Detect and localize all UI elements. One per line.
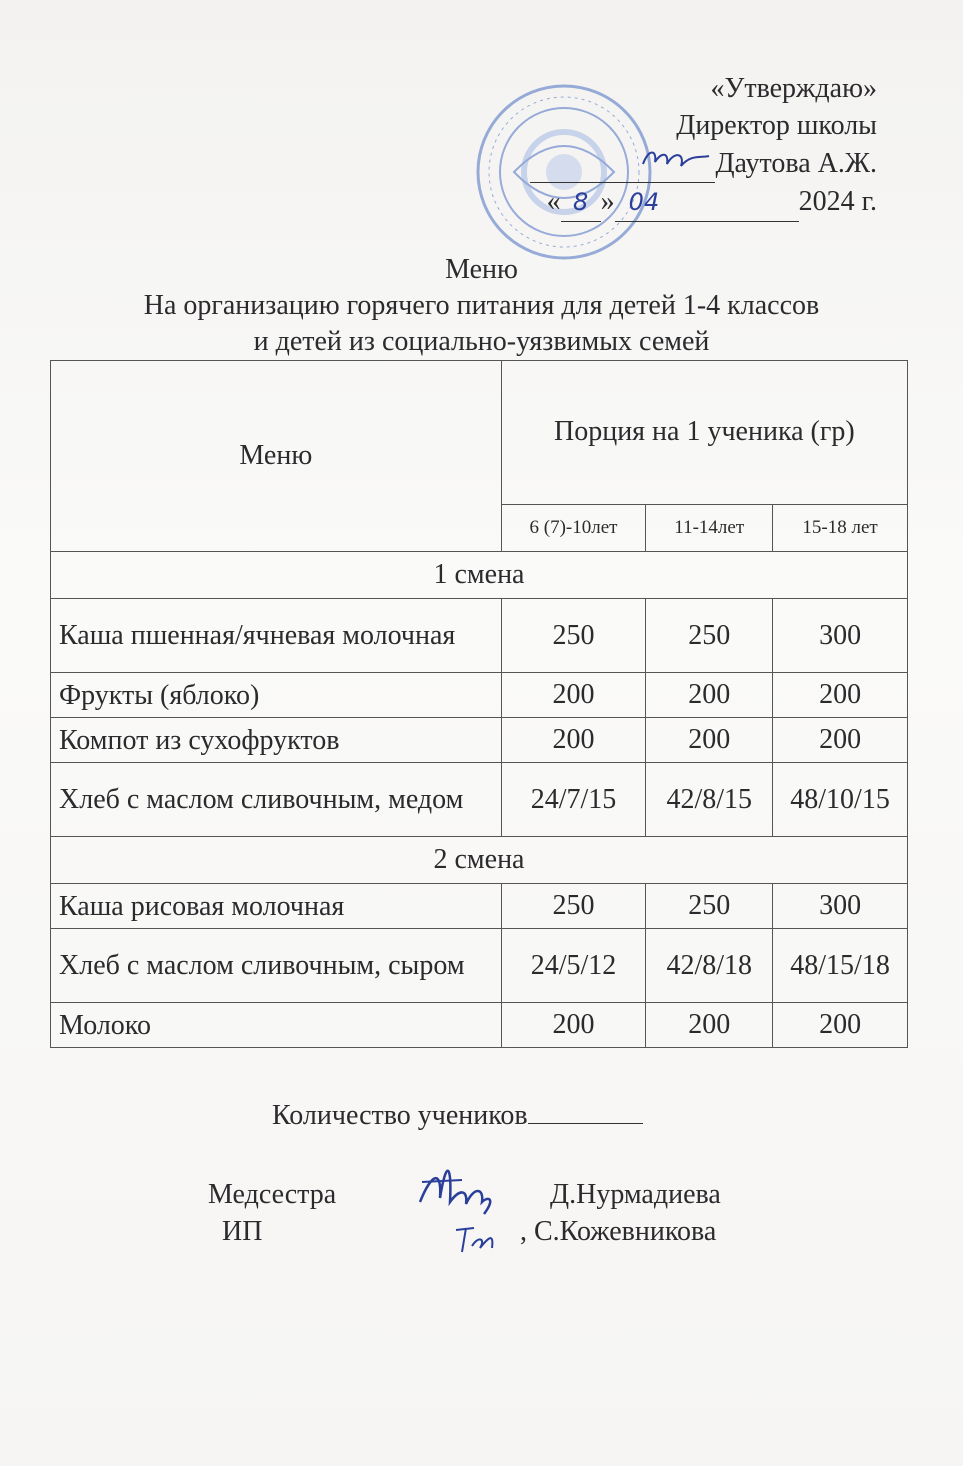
portion-value: 200 bbox=[773, 1003, 908, 1048]
dish-name: Компот из сухофруктов bbox=[51, 718, 502, 763]
portion-value: 250 bbox=[501, 599, 646, 673]
date-year: 2024 г. bbox=[798, 186, 877, 217]
portion-value: 42/8/18 bbox=[646, 929, 773, 1003]
approval-date bbox=[530, 183, 877, 222]
date-quote-open: « bbox=[546, 186, 561, 217]
portion-value: 250 bbox=[646, 884, 773, 929]
shift-1-label: 1 смена bbox=[51, 552, 908, 599]
portion-value: 24/7/15 bbox=[501, 763, 646, 837]
student-count-label: Количество учеников bbox=[272, 1100, 528, 1131]
dish-name: Каша рисовая молочная bbox=[51, 884, 502, 929]
portion-value: 24/5/12 bbox=[501, 929, 646, 1003]
dish-name: Хлеб с маслом сливочным, сыром bbox=[51, 929, 502, 1003]
person-nurse: Д.Нурмадиева bbox=[550, 1179, 721, 1210]
table-row bbox=[51, 718, 908, 763]
header-menu: Меню bbox=[51, 361, 502, 552]
document-title bbox=[0, 252, 963, 360]
portion-value: 250 bbox=[501, 884, 646, 929]
dish-name: Каша пшенная/ячневая молочная bbox=[51, 599, 502, 673]
portion-value: 300 bbox=[773, 884, 908, 929]
signature-blank bbox=[530, 144, 715, 183]
table-row bbox=[51, 673, 908, 718]
date-quote-close: » bbox=[600, 186, 615, 217]
header-portion: Порция на 1 ученика (гр) bbox=[501, 361, 907, 505]
title-purpose: На организацию горячего питания для детей 1-4 классов bbox=[143, 290, 820, 321]
portion-value: 48/10/15 bbox=[773, 763, 908, 837]
director-signature bbox=[635, 144, 715, 172]
portion-value: 200 bbox=[773, 718, 908, 763]
approval-position: Директор школы bbox=[676, 110, 877, 141]
role-entrepreneur: ИП bbox=[222, 1216, 263, 1247]
role-nurse: Медсестра bbox=[208, 1179, 337, 1210]
portion-value: 200 bbox=[646, 673, 773, 718]
shift-row bbox=[51, 837, 908, 884]
signatory-roles bbox=[208, 1176, 336, 1250]
table-row bbox=[51, 884, 908, 929]
approval-block bbox=[530, 70, 877, 222]
table-row bbox=[51, 599, 908, 673]
portion-value: 300 bbox=[773, 599, 908, 673]
dish-name: Фрукты (яблоко) bbox=[51, 673, 502, 718]
portion-value: 250 bbox=[646, 599, 773, 673]
portion-value: 200 bbox=[501, 1003, 646, 1048]
person-entrepreneur: , С.Кожевникова bbox=[520, 1216, 717, 1247]
director-name: Даутова А.Ж. bbox=[715, 148, 877, 179]
portion-value: 48/15/18 bbox=[773, 929, 908, 1003]
approval-name-line bbox=[530, 144, 877, 183]
age-group-1: 6 (7)-10лет bbox=[501, 504, 646, 551]
age-group-3: 15-18 лет bbox=[773, 504, 908, 551]
table-row bbox=[51, 763, 908, 837]
title-recipients: и детей из социально-уязвимых семей bbox=[253, 326, 710, 357]
shift-row bbox=[51, 552, 908, 599]
age-group-2: 11-14лет bbox=[646, 504, 773, 551]
portion-value: 200 bbox=[501, 673, 646, 718]
handwritten-signatures bbox=[412, 1152, 522, 1262]
date-day: 8 bbox=[561, 184, 601, 222]
dish-name: Хлеб с маслом сливочным, медом bbox=[51, 763, 502, 837]
portion-value: 200 bbox=[646, 718, 773, 763]
table-row bbox=[51, 929, 908, 1003]
portion-value: 200 bbox=[646, 1003, 773, 1048]
table-header-row bbox=[51, 361, 908, 505]
approval-heading: «Утверждаю» bbox=[710, 73, 877, 104]
table-row bbox=[51, 1003, 908, 1048]
shift-2-label: 2 смена bbox=[51, 837, 908, 884]
signatory-names bbox=[520, 1176, 721, 1250]
title-menu: Меню bbox=[445, 254, 518, 285]
portion-value: 200 bbox=[773, 673, 908, 718]
date-month: 04 bbox=[615, 184, 799, 222]
portion-value: 42/8/15 bbox=[646, 763, 773, 837]
student-count-blank bbox=[528, 1123, 643, 1124]
student-count bbox=[272, 1100, 643, 1132]
menu-table bbox=[50, 360, 908, 1048]
portion-value: 200 bbox=[501, 718, 646, 763]
dish-name: Молоко bbox=[51, 1003, 502, 1048]
